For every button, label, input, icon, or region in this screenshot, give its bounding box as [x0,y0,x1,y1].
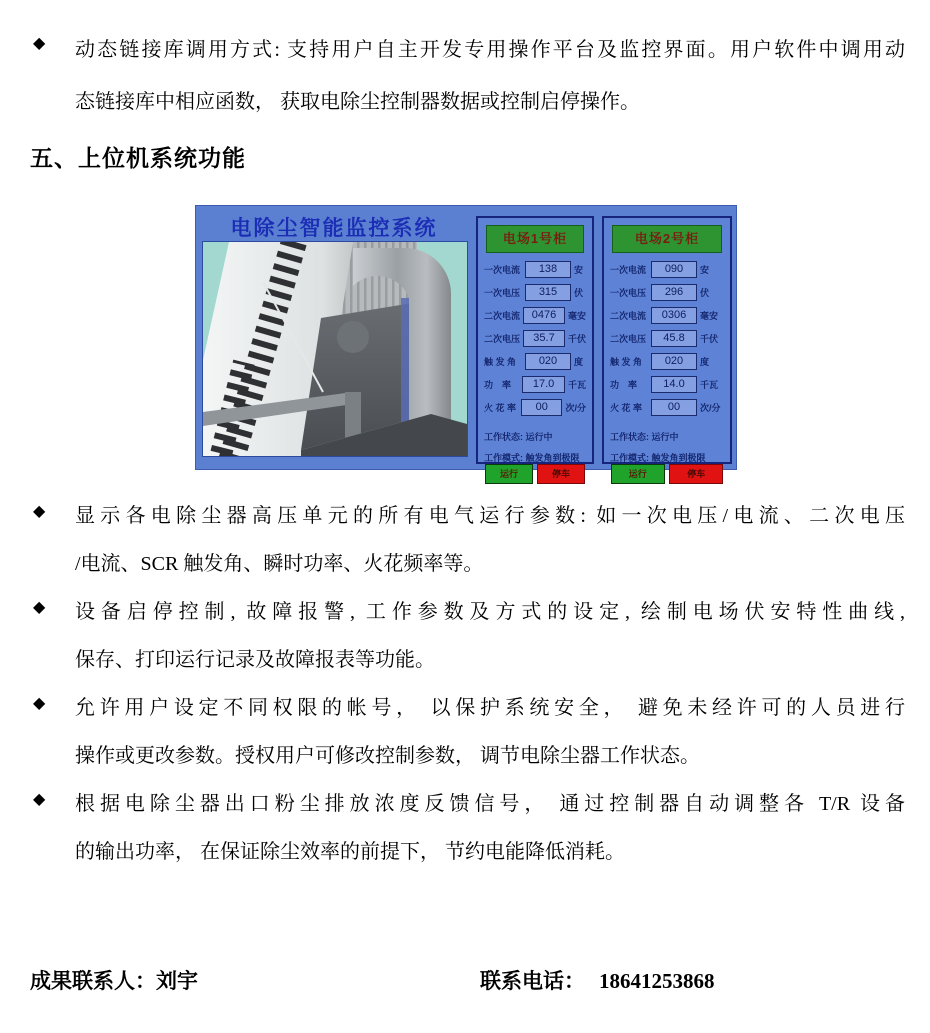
run-button[interactable]: 运行 [485,464,533,484]
param-value-box: 020 [525,353,571,370]
param-row [610,399,724,416]
param-row [610,307,724,324]
bullet-line: 保存、打印运行记录及故障报表等功能。 [75,649,435,671]
param-label: 一次电流 [610,265,647,275]
work-status: 工作状态: 运行中 [484,432,553,442]
plant-photo [202,241,468,457]
bullet-line: 动态链接库调用方式: 支持用户自主开发专用操作平台及监控界面。用户软件中调用动 [75,39,905,61]
param-label: 二次电压 [610,334,647,344]
work-mode: 工作模式: 触发角到极限 [484,453,580,463]
param-unit: 次/分 [700,403,721,413]
param-label: 一次电压 [484,288,521,298]
bullet-line: 的输出功率， 在保证除尘效率的前提下， 节约电能降低消耗。 [75,841,625,863]
param-value-box: 0306 [651,307,697,324]
contact-name: 刘宇 [156,969,198,993]
param-unit: 安 [700,265,710,275]
param-unit: 安 [574,265,584,275]
diamond-bullet-icon: ◆ [33,599,46,616]
param-row [484,376,586,393]
param-label: 一次电流 [484,265,521,275]
param-row [610,330,724,347]
param-row [610,284,724,301]
param-unit: 千伏 [700,334,719,344]
param-row [610,376,724,393]
param-value-box: 090 [651,261,697,278]
param-row [610,261,724,278]
param-label: 二次电流 [610,311,647,321]
param-unit: 伏 [700,288,710,298]
work-mode: 工作模式: 触发角到极限 [610,453,706,463]
panel-title: 电场2号柜 [612,225,722,253]
field-panel-1 [476,216,594,479]
bullet-line: /电流、SCR 触发角、瞬时功率、火花频率等。 [75,553,484,575]
param-label: 一次电压 [610,288,647,298]
param-unit: 次/分 [565,403,586,413]
bullet-line: 根据电除尘器出口粉尘排放浓度反馈信号， 通过控制器自动调整各 T/R 设备 [75,793,905,815]
contact-person [30,965,198,995]
param-value-box: 35.7 [523,330,565,347]
contact-phone [480,965,715,995]
bullet-line: 态链接库中相应函数， 获取电除尘控制器数据或控制启停操作。 [75,91,640,113]
contact-label: 成果联系人： [30,969,156,993]
param-value-box: 315 [525,284,571,301]
param-value-box: 45.8 [651,330,697,347]
param-unit: 度 [574,357,584,367]
param-row [484,261,586,278]
param-label: 二次电压 [484,334,521,344]
param-row [484,284,586,301]
stop-button[interactable]: 停车 [669,464,723,484]
param-value-box: 00 [521,399,562,416]
phone-label: 联系电话： [480,969,585,993]
monitoring-software-screenshot [195,205,737,479]
bullet-display-parameters [33,492,905,588]
param-row [484,330,586,347]
param-value-box: 14.0 [651,376,697,393]
param-value-box: 0476 [523,307,565,324]
param-unit: 伏 [574,288,584,298]
param-unit: 千瓦 [700,380,719,390]
bullet-energy-saving [33,780,905,876]
diamond-bullet-icon: ◆ [33,695,46,712]
field-panel-2 [602,216,732,479]
param-label: 功 率 [484,380,512,390]
param-row [484,353,586,370]
param-label: 火 花 率 [610,403,643,413]
bullet-control-functions [33,588,905,684]
param-unit: 度 [700,357,710,367]
bullet-line: 允许用户设定不同权限的帐号， 以保护系统安全， 避免未经许可的人员进行 [75,697,905,719]
bullet-line: 设备启停控制, 故障报警, 工作参数及方式的设定, 绘制电场伏安特性曲线, [75,601,905,623]
diamond-bullet-icon: ◆ [33,503,46,520]
param-label: 功 率 [610,380,638,390]
run-button[interactable]: 运行 [611,464,665,484]
bullet-dll-interface [33,24,905,128]
work-status: 工作状态: 运行中 [610,432,679,442]
param-unit: 毫安 [700,311,719,321]
phone-number: 18641253868 [599,969,715,993]
param-row [610,353,724,370]
param-value-box: 020 [651,353,697,370]
monitor-title: 电除尘智能监控系统 [230,217,438,240]
stop-button[interactable]: 停车 [537,464,585,484]
param-row [484,399,586,416]
plant-photo-graphic [203,242,467,456]
section-heading: 五、上位机系统功能 [30,146,246,171]
param-row [484,307,586,324]
bullet-user-accounts [33,684,905,780]
param-label: 触 发 角 [610,357,643,367]
param-label: 火 花 率 [484,403,517,413]
param-label: 二次电流 [484,311,521,321]
param-unit: 千伏 [567,334,586,344]
param-value-box: 00 [651,399,697,416]
param-value-box: 138 [525,261,571,278]
param-label: 触 发 角 [484,357,517,367]
param-value-box: 17.0 [522,376,565,393]
diamond-bullet-icon: ◆ [33,35,46,52]
panel-title: 电场1号柜 [486,225,584,253]
bullet-line: 操作或更改参数。授权用户可修改控制参数， 调节电除尘器工作状态。 [75,745,700,767]
bullet-line: 显示各电除尘器高压单元的所有电气运行参数: 如一次电压/电流、二次电压 [75,505,905,527]
param-unit: 毫安 [567,311,586,321]
param-value-box: 296 [651,284,697,301]
param-unit: 千瓦 [567,380,586,390]
diamond-bullet-icon: ◆ [33,791,46,808]
